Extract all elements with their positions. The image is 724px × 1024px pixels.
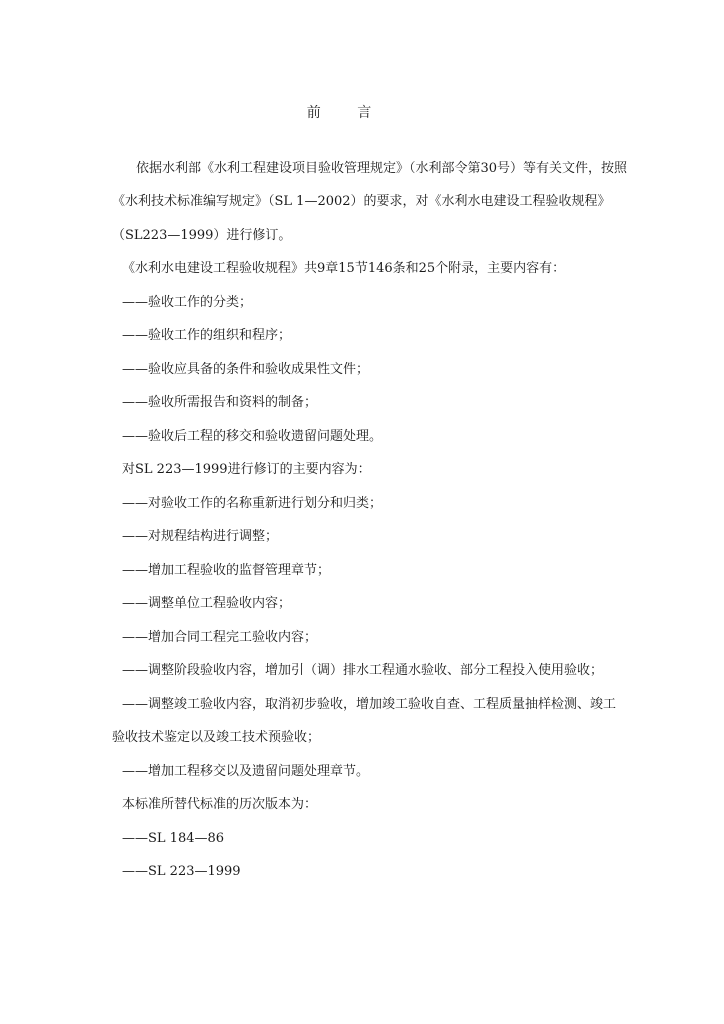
list-item: ——对规程结构进行调整；: [122, 529, 279, 544]
paragraph-line: 依据水利部《水利工程建设项目验收管理规定》（水利部令第30号）等有关文件，按照: [136, 161, 628, 176]
list-item: ——增加工程验收的监督管理章节；: [122, 563, 331, 578]
list-item: ——对验收工作的名称重新进行划分和归类；: [122, 496, 383, 511]
list-item: ——验收后工程的移交和验收遗留问题处理。: [122, 429, 383, 444]
list-item: ——验收工作的分类；: [122, 295, 253, 310]
list-item: ——调整竣工验收内容，取消初步验收，增加竣工验收自查、工程质量抽样检测、竣工: [122, 697, 617, 712]
list-item: ——验收所需报告和资料的制备；: [122, 395, 318, 410]
paragraph-line: 《水利水电建设工程验收规程》共9章15节146条和25个附录，主要内容有：: [122, 261, 566, 276]
paragraph-line: 《水利技术标准编写规定》（SL 1—2002）的要求，对《水利水电建设工程验收规程》: [112, 194, 611, 209]
list-item: ——验收工作的组织和程序；: [122, 328, 292, 343]
list-item: ——增加合同工程完工验收内容；: [122, 630, 318, 645]
list-item: ——SL 184—86: [122, 831, 225, 846]
list-item: ——SL 223—1999: [122, 864, 241, 879]
list-item: ——调整阶段验收内容，增加引（调）排水工程通水验收、部分工程投入使用验收；: [122, 663, 604, 678]
list-item: ——调整单位工程验收内容；: [122, 596, 292, 611]
list-item: ——验收应具备的条件和验收成果性文件；: [122, 362, 370, 377]
paragraph-line: 验收技术鉴定以及竣工技术预验收；: [112, 730, 321, 745]
paragraph-line: （SL223—1999）进行修订。: [112, 228, 292, 243]
page-title: 前 言: [306, 105, 388, 121]
paragraph-line: 本标准所替代标准的历次版本为：: [122, 797, 318, 812]
list-item: ——增加工程移交以及遗留问题处理章节。: [122, 764, 370, 779]
paragraph-line: 对SL 223—1999进行修订的主要内容为：: [122, 462, 371, 477]
